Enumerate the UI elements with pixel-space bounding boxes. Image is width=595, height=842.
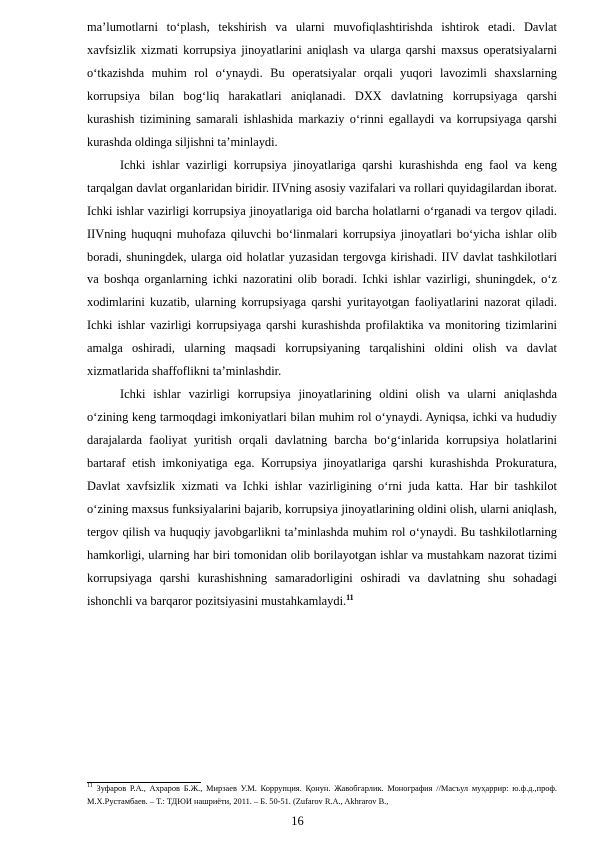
- footnote-reference[interactable]: 11: [346, 592, 354, 602]
- footnote-mark: 11: [87, 783, 93, 790]
- footnote-text: Зуфаров Р.А., Ахраров Б.Ж., Мирзаев У.М. Коррупция. Қонун. Жавобгарлик. Монография //Масъул муҳаррир: ю.ф.д.,проф. М.Х.Рустамбаев. – Т.: ТДЮИ нашриёти, 2011. – Б. 50-51. (Zufarov R.A., Akhrarov B.,: [87, 784, 557, 806]
- paragraph-3-text: Ichki ishlar vazirligi korrupsiya jinoyatlarining oldini olish va ularni aniqlashda o‘zining keng tarmoqdagi imkoniyatlari bilan muhim rol o‘ynaydi. Ayniqsa, ichki va hududiy darajalarda faoliyat yuritish orqali davlatning barcha bo‘g‘inlarida korrupsiya holatlarini bartaraf etish imkoniyatiga ega. Korrupsiya jinoyatlariga qarshi kurashishda Prokuratura, Davlat xavfsizlik xizmati va Ichki ishlar vazirligining o‘rni juda katta. Har bir tashkilot o‘zining maxsus funksiyalarini bajarib, korrupsiya jinoyatlarining oldini olish, ularni aniqlash, tergov qilish va huquqiy javobgarlikni ta’minlashda muhim rol o‘ynaydi. Bu tashkilotlarning hamkorligi, ularning har biri tomonidan olib borilayotgan ishlar va mustahkam nazorat tizimi korrupsiyaga qarshi kurashishning samaradorligini oshiradi va davlatning shu sohadagi ishonchli va barqaror pozitsiyasini mustahkamlaydi.: [87, 387, 557, 608]
- paragraph-3: [87, 383, 557, 613]
- footnote: [87, 783, 557, 808]
- page-number: 16: [291, 814, 304, 828]
- paragraph-2: Ichki ishlar vazirligi korrupsiya jinoyatlariga qarshi kurashishda eng faol va keng tarqalgan davlat organlaridan biridir. IIVning asosiy vazifalari va rollari quyidagilardan iborat. Ichki ishlar vazirligi korrupsiya jinoyatlariga oid barcha holatlarni o‘rganadi va tergov qiladi. IIVning huquqni muhofaza qiluvchi bo‘linmalari korrupsiya jinoyatlari bo‘yicha ishlar olib boradi, shuningdek, ularga oid holatlar yuzasidan tergovga kirishadi. IIV davlat tashkilotlari va boshqa organlarning ichki nazoratini olib boradi. Ichki ishlar vazirligi, shuningdek, o‘z xodimlarini kuzatib, ularning korrupsiyaga qarshi yuritayotgan faoliyatlarini nazorat qiladi. Ichki ishlar vazirligi korrupsiyaga qarshi kurashishda profilaktika va monitoring tizimlarini amalga oshiradi, ularning maqsadi korrupsiyaning tarqalishini oldini olish va davlat xizmatlarida shaffoflikni ta’minlashdir.: [87, 157, 557, 379]
- paragraph-1: ma’lumotlarni to‘plash, tekshirish va ularni muvofiqlashtirishda ishtirok etadi. Davlat xavfsizlik xizmati korrupsiya jinoyatlarini aniqlash va ularga qarshi maxsus operatsiyalarni o‘tkazishda muhim rol o‘ynaydi. Bu operatsiyalar orqali yuqori lavozimli shaxslarning korrupsiya bilan bog‘liq harakatlari aniqlanadi. DXX davlatning korrupsiyaga qarshi kurashish tizimining samarali ishlashida markaziy o‘rinni egallaydi va korrupsiyaga qarshi kurashda oldinga siljishni ta’minlaydi.: [87, 20, 557, 149]
- body-text: [87, 16, 557, 613]
